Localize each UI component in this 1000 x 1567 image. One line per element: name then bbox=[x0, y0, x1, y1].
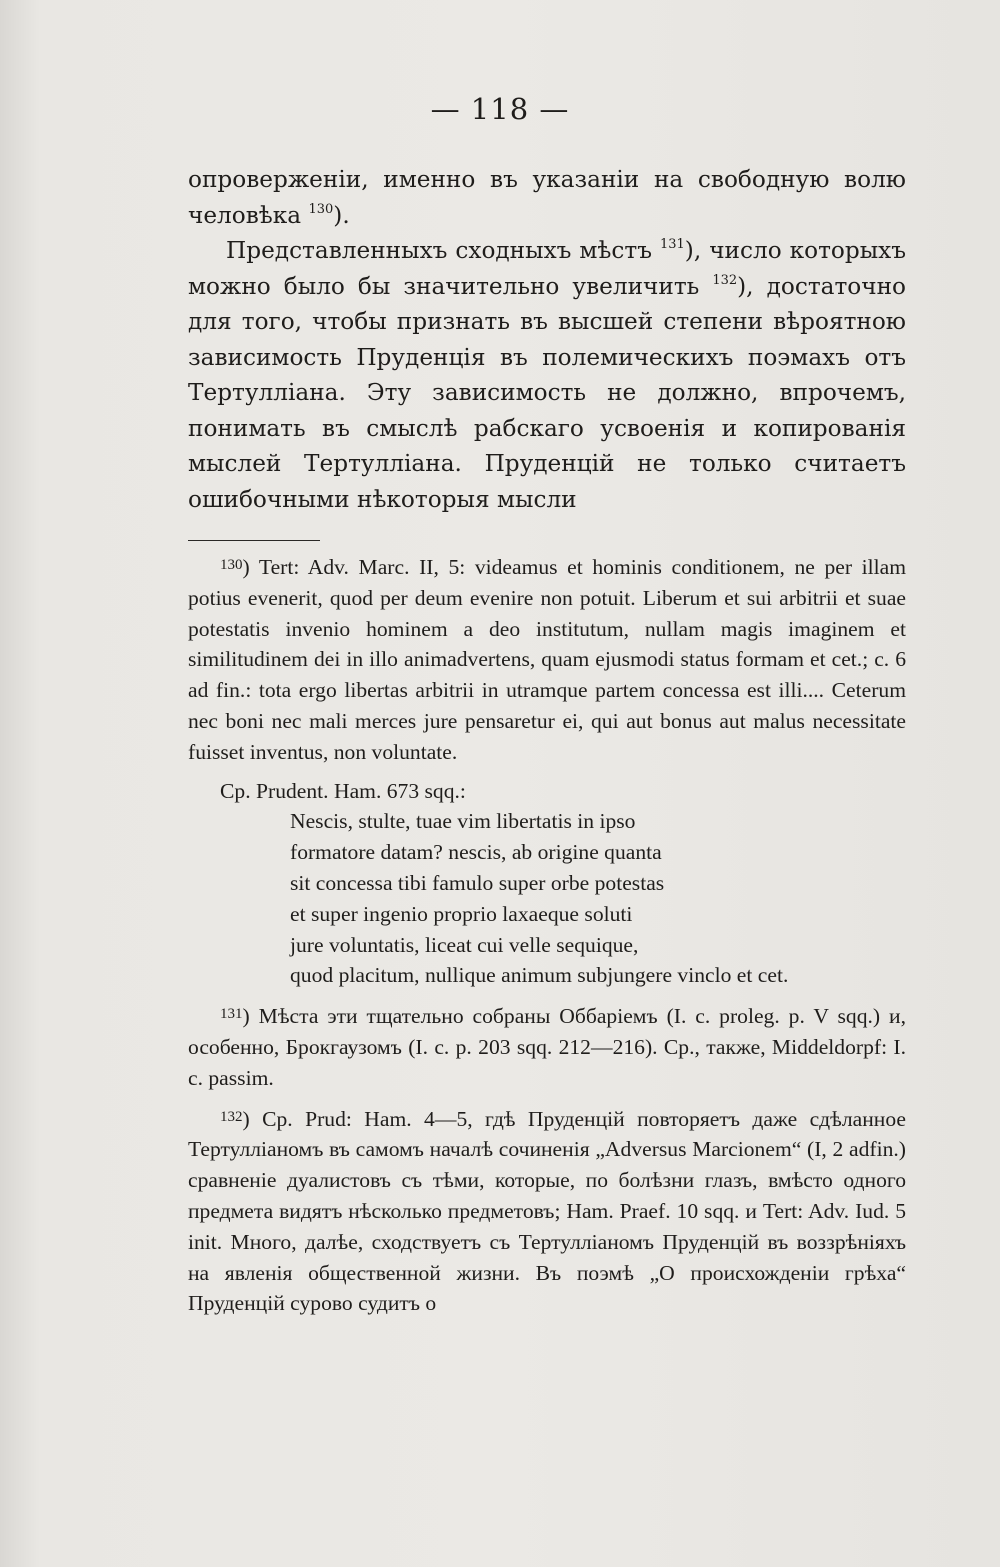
verse-line: sit concessa tibi famulo super orbe potestas bbox=[290, 870, 665, 895]
footnote-ref-132[interactable]: 132 bbox=[712, 272, 738, 288]
verse-line: formatore datam? nescis, ab origine quanta bbox=[290, 840, 662, 865]
citation-label: Cp. Prudent. Ham. 673 sqq.: bbox=[220, 778, 466, 803]
page-number: — 118 — bbox=[430, 92, 570, 126]
paragraph-1: опроверженіи, именно въ указаніи на свободную волю человѣка $^{130}$). bbox=[188, 166, 906, 229]
verse-quote bbox=[290, 806, 906, 991]
footnotes bbox=[188, 552, 906, 1319]
footnote-text: ) Tert: Adv. Marc. II, 5: videamus et hominis conditionem, ne per illam potius evenerit, quod per deum evenire non potuit. Liberum et sui arbitrii et suae potestatis invenio hominem a deo institutum, nullam magis imaginem et similitudinem dei in illo animadvertens, quam ejusmodi status formam et cet.; c. 6 ad fin.: tota ergo libertas arbitrii in utramque partem concessa est illi.... Ceterum nec boni nec mali merces jure pensaretur ei, qui aut bonus aut malus necessitate fuisset inventus, non voluntate. bbox=[188, 555, 906, 764]
footnote-separator bbox=[188, 540, 320, 541]
footnote-number: 131 bbox=[220, 1006, 243, 1023]
footnote-text: ) Cp. Prud: Ham. 4—5, гдѣ Пруденцій повторяетъ даже сдѣланное Тертулліаномъ въ самомъ началѣ сочиненія „Adversus Marcionem“ (I, 2 adfin.) сравненіе дуалистовъ съ тѣми, которые, по болѣзни глазъ, вмѣсто одного предмета видятъ нѣсколько предметовъ; Ham. Praef. 10 sqq. и Tert: Adv. Iud. 5 init. Много, далѣе, сходствуетъ съ Тертулліаномъ Пруденцій въ воззрѣніяхъ на явленія общественной жизни. Въ поэмѣ „О происхожденіи грѣха“ Пруденцій сурово судитъ о bbox=[188, 1106, 906, 1316]
footnote-ref-131[interactable]: 131 bbox=[659, 237, 685, 252]
footnote-text: ) Мѣста эти тщательно собраны Оббаріемъ (I. c. proleg. p. V sqq.) и, особенно, Брокгаузомъ (I. c. p. 203 sqq. 212—216). Cp., также, Middeldorpf: I. c. passim. bbox=[188, 1004, 906, 1090]
verse-line: jure voluntatis, liceat cui velle sequique, bbox=[290, 932, 639, 957]
verse-line: et super ingenio proprio laxaeque soluti bbox=[290, 901, 633, 926]
footnote-number: 132 bbox=[220, 1108, 243, 1125]
footnote-130 bbox=[188, 552, 906, 768]
paragraph-2: Представленныхъ сходныхъ мѣстъ $^{131}$), число которыхъ можно было бы значительно увеличить $^{132}$), достаточно для того, чтобы признать въ высшей степени вѣроятною зависимость Пруденція въ полемическихъ поэмахъ отъ Тертулліана. Эту зависимость не должно, впрочемъ, понимать въ смыслѣ рабскаго усвоенія и копированія мыслей Тертулліана. Пруденцій не только считаетъ ошибочными нѣкоторыя мысли bbox=[188, 237, 907, 513]
verse-line: quod placitum, nullique animum subjungere vinclo et cet. bbox=[290, 963, 789, 988]
footnote-ref-130[interactable]: 130 bbox=[308, 201, 334, 217]
verse-line: Nescis, stulte, tuae vim libertatis in ipso bbox=[290, 809, 636, 834]
footnote-132 bbox=[188, 1104, 906, 1320]
footnote-number: 130 bbox=[220, 557, 243, 573]
main-text bbox=[188, 162, 906, 517]
footnote-131 bbox=[188, 1001, 906, 1093]
